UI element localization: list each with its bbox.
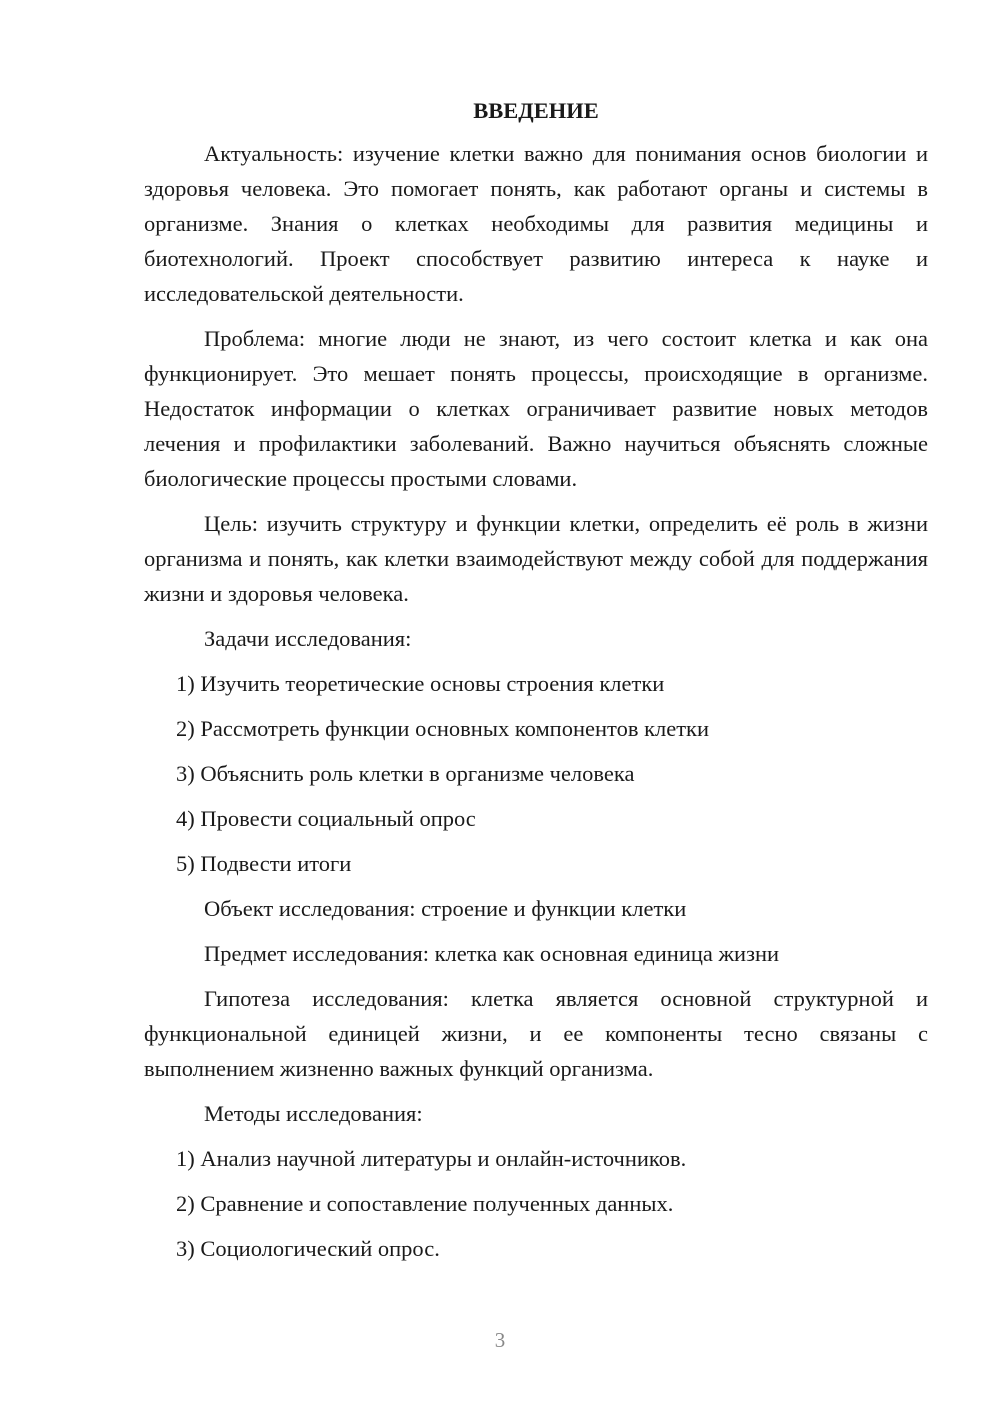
goal-paragraph: Цель: изучить структуру и функции клетки, определить её роль в жизни организма и понять, как клетки взаимодействуют между собой для поддержания жизни и здоровья человека. xyxy=(144,511,928,606)
research-object: Объект исследования: строение и функции клетки xyxy=(204,896,687,921)
hypothesis-paragraph: Гипотеза исследования: клетка является основной структурной и функциональной единицей жизни, и ее компоненты тесно связаны с выполнением жизненно важных функций организма. xyxy=(144,986,928,1081)
method-item: 2) Сравнение и сопоставление полученных данных. xyxy=(176,1191,674,1216)
methods-list xyxy=(144,1141,928,1266)
methods-heading: Методы исследования: xyxy=(204,1101,423,1126)
page-number: 3 xyxy=(494,1328,506,1352)
task-item: 3) Объяснить роль клетки в организме человека xyxy=(176,761,635,786)
method-item: 1) Анализ научной литературы и онлайн-источников. xyxy=(176,1146,687,1171)
relevance-paragraph: Актуальность: изучение клетки важно для понимания основ биологии и здоровья человека. Это помогает понять, как работают органы и системы в организме. Знания о клетках необходимы для развития медицины и биотехнологий. Проект способствует развитию интереса к науке и исследовательской деятельности. xyxy=(144,141,928,306)
method-item: 3) Социологический опрос. xyxy=(176,1236,440,1261)
research-subject: Предмет исследования: клетка как основная единица жизни xyxy=(204,941,780,966)
tasks-list xyxy=(144,666,928,881)
task-item: 5) Подвести итоги xyxy=(176,851,352,876)
tasks-heading: Задачи исследования: xyxy=(204,626,412,651)
task-item: 1) Изучить теоретические основы строения клетки xyxy=(176,671,665,696)
document-page xyxy=(144,96,928,1276)
task-item: 4) Провести социальный опрос xyxy=(176,806,476,831)
task-item: 2) Рассмотреть функции основных компонентов клетки xyxy=(176,716,710,741)
problem-paragraph: Проблема: многие люди не знают, из чего состоит клетка и как она функционирует. Это мешает понять процессы, происходящие в организме. Недостаток информации о клетках ограничивает развитие новых методов лечения и профилактики заболеваний. Важно научиться объяснять сложные биологические процессы простыми словами. xyxy=(144,326,928,491)
section-title: ВВЕДЕНИЕ xyxy=(473,98,599,123)
